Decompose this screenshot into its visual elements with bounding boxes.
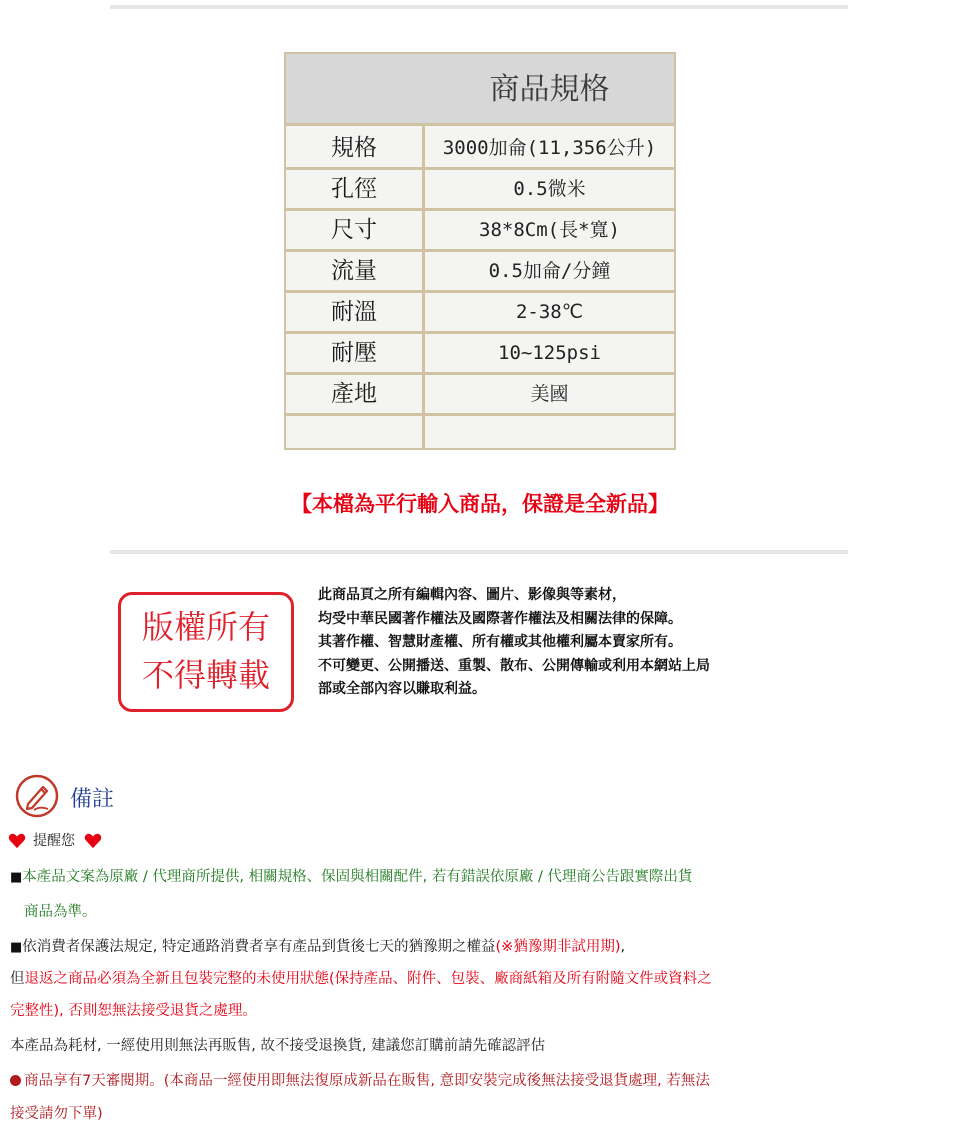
- pencil-note-icon: [14, 773, 60, 819]
- note-text: 但: [10, 971, 25, 987]
- copyright-line: 其著作權、智慧財產權、所有權或其他權利屬本賣家所有。: [318, 634, 682, 650]
- note-text: 本產品文案為原廠 / 代理商所提供, 相關規格、保固與相關配件, 若有錯誤依原廠 / 代理商公告跟實際出貨: [22, 869, 693, 885]
- spec-table-header: [286, 54, 674, 126]
- copyright-line: 此商品頁之所有編輯內容、圖片、影像與等素材，: [318, 587, 626, 603]
- spec-row: [286, 334, 674, 375]
- stamp-line-1: 版權所有: [141, 608, 270, 646]
- square-bullet-icon: ■: [10, 940, 23, 955]
- copyright-line: 不可變更、公開播送、重製、散布、公開傳輸或利用本網站上局: [318, 657, 710, 674]
- copyright-line: 部或全部內容以賺取利益。: [318, 681, 486, 697]
- note-text: 商品為準。: [24, 904, 97, 920]
- consumable-note: [10, 1036, 545, 1056]
- spec-table: [284, 52, 676, 450]
- note-bullet-2: [10, 937, 625, 958]
- heart-icon: [84, 833, 102, 849]
- spec-label: 耐壓: [331, 340, 377, 366]
- stamp-line-2: 不得轉載: [141, 656, 270, 694]
- spec-value: 0.5加侖/分鐘: [488, 260, 611, 282]
- heart-icon: [8, 833, 26, 849]
- spec-row: [286, 211, 674, 252]
- spec-label: 產地: [331, 381, 377, 407]
- middle-divider: [110, 550, 848, 554]
- note-bullet-1: [10, 867, 692, 888]
- spec-row: [286, 129, 674, 170]
- trial-period-note: [10, 1071, 710, 1091]
- square-bullet-icon: ■: [10, 870, 23, 885]
- spec-value: 3000加侖(11,356公升): [442, 137, 657, 159]
- spec-table-title: 商品規格: [489, 72, 610, 107]
- note-text: 接受請勿下單): [10, 1106, 103, 1122]
- note-text: (本商品一經使用即無法復原成新品在販售, 意即安裝完成後無法接受退貨處理, 若無法: [163, 1073, 710, 1089]
- spec-row: [286, 170, 674, 211]
- top-divider: [110, 5, 848, 9]
- spec-value: 38*8Cm(長*寬): [479, 219, 620, 241]
- spec-row: [286, 375, 674, 416]
- spec-value: 10~125psi: [498, 342, 601, 364]
- parallel-import-notice: 【本檔為平行輸入商品，保證是全新品】: [291, 492, 669, 516]
- note-text: ,: [620, 939, 626, 955]
- note-highlight: 完整性), 否則恕無法接受退貨之處理。: [10, 1003, 257, 1019]
- note-highlight: 退返之商品必須為全新且包裝完整的未使用狀態(保持產品、附件、包裝、廠商紙箱及所有附隨文件或資料之: [24, 971, 712, 987]
- spec-label: 孔徑: [331, 176, 377, 202]
- spec-label: 尺寸: [331, 217, 377, 243]
- spec-value: 2-38℃: [515, 301, 584, 323]
- spec-row: [286, 252, 674, 293]
- copyright-text: [318, 584, 918, 702]
- spec-label: 流量: [331, 258, 377, 284]
- copyright-stamp: [118, 592, 294, 712]
- note-text: 本產品為耗材, 一經使用則無法再販售, 故不接受退換貨, 建議您訂購前請先確認評估: [10, 1038, 546, 1054]
- return-policy-line-2: [10, 1001, 257, 1021]
- copyright-line: 均受中華民國著作權法及國際著作權法及相關法律的保障。: [318, 610, 682, 627]
- note-highlight: 商品享有7天審閱期。: [24, 1073, 164, 1089]
- spec-row-empty: [286, 416, 674, 457]
- note-bullet-1-cont: [24, 902, 97, 922]
- reminder-text: 提醒您: [33, 833, 75, 849]
- spec-row: [286, 293, 674, 334]
- trial-period-note-cont: [10, 1104, 103, 1124]
- dot-bullet-icon: [10, 1075, 21, 1086]
- spec-value: 美國: [530, 383, 569, 405]
- note-highlight: (※猶豫期非試用期): [495, 939, 621, 955]
- spec-label: 耐溫: [331, 299, 377, 325]
- spec-value: 0.5微米: [513, 178, 586, 200]
- notes-title: 備註: [70, 787, 115, 812]
- note-text: 依消費者保護法規定, 特定通路消費者享有產品到貨後七天的猶豫期之權益: [22, 939, 496, 955]
- return-policy-line-1: [10, 969, 712, 989]
- spec-label: 規格: [331, 135, 377, 161]
